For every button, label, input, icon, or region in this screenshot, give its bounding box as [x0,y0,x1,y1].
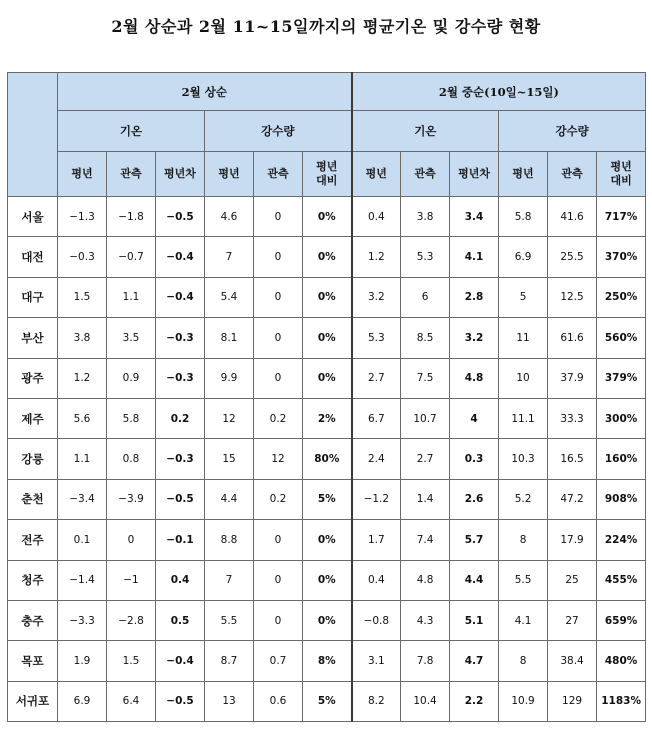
value-cell: 7.4 [401,520,450,560]
table-row [8,277,646,317]
value-cell: 8.8 [205,520,254,560]
value-cell: 0% [303,277,352,317]
value-cell: 370% [597,237,646,277]
value-cell: 61.6 [548,318,597,358]
column-header: 평년 [352,152,401,197]
value-cell: −0.5 [156,197,205,237]
city-cell: 강릉 [8,439,58,479]
city-cell: 서귀포 [8,681,58,721]
value-cell: 3.5 [107,318,156,358]
value-cell: 1.2 [352,237,401,277]
value-cell: 4.1 [450,237,499,277]
value-cell: −0.3 [156,358,205,398]
value-cell: 250% [597,277,646,317]
value-cell: −0.5 [156,479,205,519]
column-header: 평년차 [156,152,205,197]
p1-rain-header: 강수량 [205,111,352,152]
value-cell: 560% [597,318,646,358]
table-row [8,681,646,721]
value-cell: 1.7 [352,520,401,560]
city-cell: 부산 [8,318,58,358]
table-row [8,197,646,237]
value-cell: 17.9 [548,520,597,560]
column-header: 관측 [254,152,303,197]
value-cell: 8.5 [401,318,450,358]
value-cell: 7 [205,560,254,600]
value-cell: −0.7 [107,237,156,277]
value-cell: 5.5 [205,600,254,640]
value-cell: 4.8 [450,358,499,398]
value-cell: 12.5 [548,277,597,317]
value-cell: 5.1 [450,600,499,640]
value-cell: −0.3 [156,439,205,479]
value-cell: 6.9 [58,681,107,721]
value-cell: 5.8 [499,197,548,237]
p2-temp-header: 기온 [352,111,499,152]
value-cell: 3.2 [450,318,499,358]
value-cell: 5.4 [205,277,254,317]
value-cell: 455% [597,560,646,600]
value-cell: 2.2 [450,681,499,721]
value-cell: 160% [597,439,646,479]
value-cell: 0.4 [352,560,401,600]
table-row [8,520,646,560]
value-cell: 25.5 [548,237,597,277]
table-row [8,600,646,640]
value-cell: 5.6 [58,398,107,438]
value-cell: 2.7 [401,439,450,479]
value-cell: 47.2 [548,479,597,519]
city-cell: 청주 [8,560,58,600]
value-cell: 0 [254,600,303,640]
value-cell: 4.8 [401,560,450,600]
value-cell: 0.4 [352,197,401,237]
value-cell: 7.5 [401,358,450,398]
value-cell: −0.4 [156,237,205,277]
value-cell: 0 [254,520,303,560]
value-cell: 0 [254,277,303,317]
value-cell: −1.8 [107,197,156,237]
value-cell: 3.1 [352,641,401,681]
value-cell: 3.8 [401,197,450,237]
value-cell: 0.8 [107,439,156,479]
value-cell: 0% [303,237,352,277]
value-cell: 908% [597,479,646,519]
value-cell: 224% [597,520,646,560]
value-cell: 7 [205,237,254,277]
table-row [8,318,646,358]
value-cell: 13 [205,681,254,721]
value-cell: 33.3 [548,398,597,438]
value-cell: 12 [254,439,303,479]
value-cell: 4.3 [401,600,450,640]
table-row [8,560,646,600]
value-cell: −1.4 [58,560,107,600]
value-cell: 480% [597,641,646,681]
value-cell: 16.5 [548,439,597,479]
value-cell: −0.1 [156,520,205,560]
value-cell: 11 [499,318,548,358]
value-cell: 2.7 [352,358,401,398]
value-cell: 8 [499,641,548,681]
value-cell: 1.5 [107,641,156,681]
value-cell: 4.7 [450,641,499,681]
value-cell: −1.2 [352,479,401,519]
value-cell: 0 [254,197,303,237]
city-cell: 서울 [8,197,58,237]
value-cell: 6.9 [499,237,548,277]
value-cell: 2% [303,398,352,438]
city-cell: 광주 [8,358,58,398]
value-cell: 5.2 [499,479,548,519]
period1-header: 2월 상순 [58,73,352,111]
value-cell: 37.9 [548,358,597,398]
value-cell: 0% [303,560,352,600]
city-cell: 제주 [8,398,58,438]
value-cell: 0.2 [254,398,303,438]
value-cell: 38.4 [548,641,597,681]
value-cell: 8% [303,641,352,681]
value-cell: 0 [254,237,303,277]
value-cell: 0.7 [254,641,303,681]
value-cell: 1183% [597,681,646,721]
value-cell: 9.9 [205,358,254,398]
value-cell: 5.5 [499,560,548,600]
value-cell: 0 [254,318,303,358]
value-cell: 6 [401,277,450,317]
value-cell: 10.9 [499,681,548,721]
value-cell: 6.4 [107,681,156,721]
table-row [8,358,646,398]
value-cell: 0.9 [107,358,156,398]
column-header: 평년 [499,152,548,197]
value-cell: 1.1 [107,277,156,317]
value-cell: 2.8 [450,277,499,317]
p1-temp-header: 기온 [58,111,205,152]
value-cell: 659% [597,600,646,640]
value-cell: 379% [597,358,646,398]
value-cell: 4.1 [499,600,548,640]
value-cell: 0 [254,560,303,600]
value-cell: 4.4 [450,560,499,600]
value-cell: 1.4 [401,479,450,519]
value-cell: −3.9 [107,479,156,519]
value-cell: 4 [450,398,499,438]
value-cell: 5.3 [352,318,401,358]
column-header: 평년 대비 [303,152,352,197]
value-cell: −0.3 [156,318,205,358]
value-cell: 80% [303,439,352,479]
city-cell: 전주 [8,520,58,560]
table-row [8,479,646,519]
value-cell: 1.9 [58,641,107,681]
p2-rain-header: 강수량 [499,111,646,152]
value-cell: −0.8 [352,600,401,640]
table-row [8,439,646,479]
value-cell: 7.8 [401,641,450,681]
value-cell: 5% [303,681,352,721]
value-cell: 15 [205,439,254,479]
value-cell: 717% [597,197,646,237]
value-cell: 0% [303,197,352,237]
value-cell: 0.5 [156,600,205,640]
value-cell: 0.3 [450,439,499,479]
value-cell: −2.8 [107,600,156,640]
value-cell: 2.6 [450,479,499,519]
value-cell: −0.3 [58,237,107,277]
value-cell: −1.3 [58,197,107,237]
value-cell: 0.6 [254,681,303,721]
climate-table [7,72,646,722]
value-cell: 41.6 [548,197,597,237]
value-cell: −0.4 [156,641,205,681]
value-cell: 10.7 [401,398,450,438]
table-row [8,398,646,438]
value-cell: 11.1 [499,398,548,438]
city-cell: 목포 [8,641,58,681]
value-cell: 4.4 [205,479,254,519]
value-cell: 8.2 [352,681,401,721]
value-cell: 2.4 [352,439,401,479]
value-cell: 5.3 [401,237,450,277]
period2-header: 2월 중순(10일~15일) [352,73,646,111]
value-cell: 27 [548,600,597,640]
value-cell: 12 [205,398,254,438]
value-cell: 3.2 [352,277,401,317]
city-cell: 대전 [8,237,58,277]
value-cell: 1.2 [58,358,107,398]
value-cell: 8 [499,520,548,560]
value-cell: −3.4 [58,479,107,519]
value-cell: 1.5 [58,277,107,317]
value-cell: 0.4 [156,560,205,600]
corner-cell [8,73,58,197]
value-cell: 8.1 [205,318,254,358]
city-cell: 춘천 [8,479,58,519]
table-row [8,237,646,277]
column-header: 관측 [548,152,597,197]
value-cell: 25 [548,560,597,600]
city-cell: 충주 [8,600,58,640]
value-cell: 5.7 [450,520,499,560]
value-cell: 10.3 [499,439,548,479]
column-header: 관측 [107,152,156,197]
value-cell: 0 [107,520,156,560]
value-cell: 5 [499,277,548,317]
value-cell: 5% [303,479,352,519]
value-cell: −0.5 [156,681,205,721]
value-cell: 0.2 [254,479,303,519]
value-cell: 10.4 [401,681,450,721]
value-cell: −0.4 [156,277,205,317]
value-cell: −3.3 [58,600,107,640]
value-cell: 3.4 [450,197,499,237]
value-cell: 4.6 [205,197,254,237]
page-title: 2월 상순과 2월 11~15일까지의 평균기온 및 강수량 현황 [111,17,541,36]
value-cell: 8.7 [205,641,254,681]
column-header: 평년 [205,152,254,197]
value-cell: 5.8 [107,398,156,438]
value-cell: 0% [303,358,352,398]
column-header: 관측 [401,152,450,197]
value-cell: 0 [254,358,303,398]
column-header: 평년 [58,152,107,197]
value-cell: 300% [597,398,646,438]
value-cell: 6.7 [352,398,401,438]
value-cell: 0% [303,520,352,560]
value-cell: 0% [303,600,352,640]
column-header: 평년차 [450,152,499,197]
value-cell: −1 [107,560,156,600]
value-cell: 10 [499,358,548,398]
value-cell: 0.2 [156,398,205,438]
column-header: 평년 대비 [597,152,646,197]
city-cell: 대구 [8,277,58,317]
value-cell: 0% [303,318,352,358]
value-cell: 0.1 [58,520,107,560]
table-row [8,641,646,681]
value-cell: 3.8 [58,318,107,358]
value-cell: 129 [548,681,597,721]
value-cell: 1.1 [58,439,107,479]
